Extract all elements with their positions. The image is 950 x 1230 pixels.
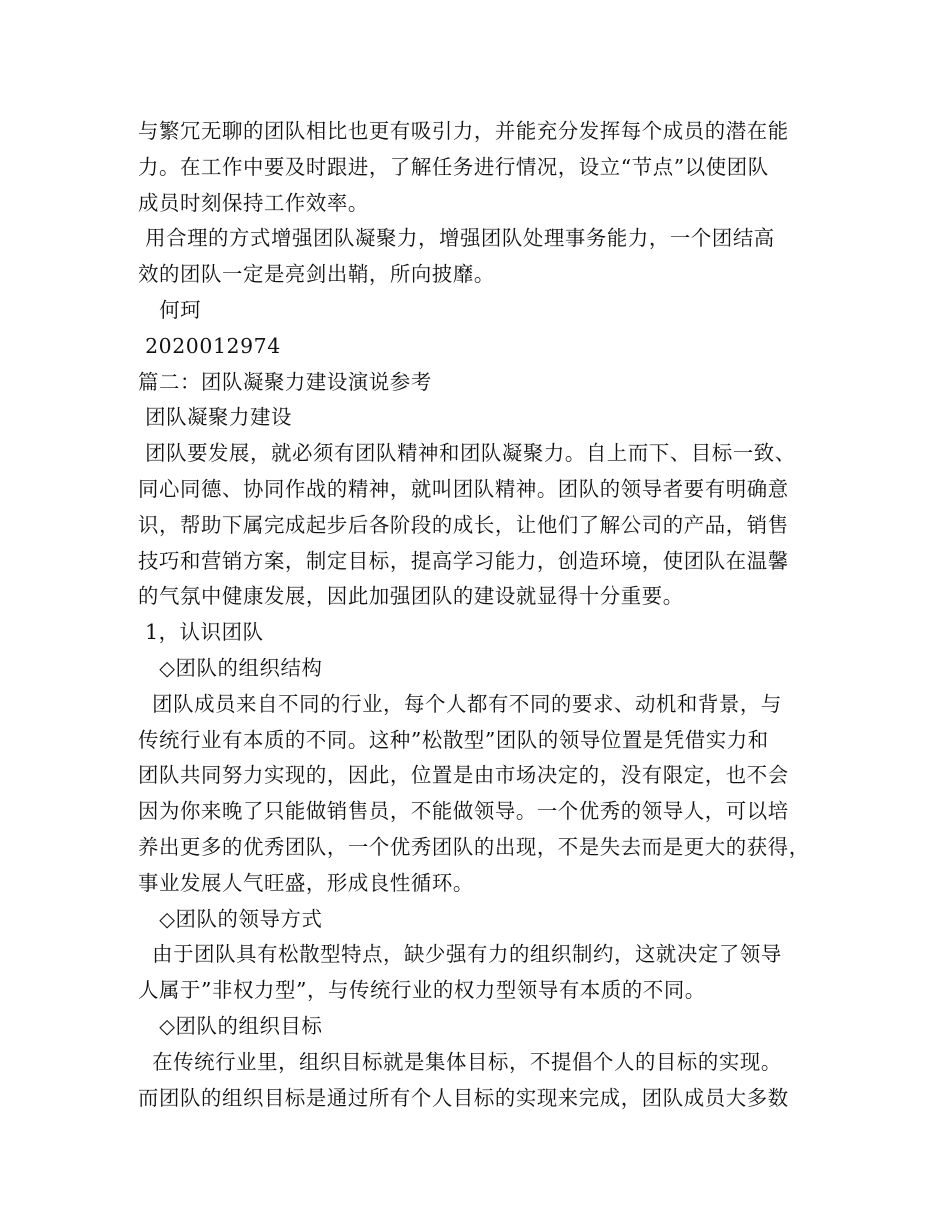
author-name: 何珂	[138, 297, 202, 322]
text-line: 在传统行业里，组织目标就是集体目标，不提倡个人的目标的实现。	[138, 1049, 782, 1074]
text-line: 而团队的组织目标是通过所有个人目标的实现来完成，团队成员大多数	[138, 1085, 789, 1110]
text-line: 团队共同努力实现的，因此，位置是由市场决定的，没有限定，也不会	[138, 763, 789, 788]
text-line: 团队要发展，就必须有团队精神和团队凝聚力。自上而下、目标一致、	[138, 441, 796, 466]
text-line: 由于团队具有松散型特点，缺少强有力的组织制约，这就决定了领导	[138, 942, 782, 967]
text-line: 技巧和营销方案，制定目标，提高学习能力，创造环境，使团队在温馨	[138, 548, 789, 573]
text-line: 团队成员来自不同的行业，每个人都有不同的要求、动机和背景，与	[138, 691, 782, 716]
text-line: 传统行业有本质的不同。这种”松散型”团队的领导位置是凭借实力和	[138, 727, 769, 752]
text-line: 与繁冗无聊的团队相比也更有吸引力，并能充分发挥每个成员的潜在能	[138, 119, 789, 143]
subheading: ◇团队的领导方式	[138, 906, 323, 931]
text-line: 用合理的方式增强团队凝聚力，增强团队处理事务能力，一个团结高	[138, 226, 775, 251]
section-heading: 篇二：团队凝聚力建设演说参考	[138, 369, 432, 394]
text-line: 效的团队一定是亮剑出鞘，所向披靡。	[138, 262, 495, 287]
document-body	[138, 114, 828, 1116]
text-line: 成员时刻保持工作效率。	[138, 190, 369, 215]
subheading: ◇团队的组织目标	[138, 1013, 323, 1038]
author-id: 2020012974	[138, 333, 281, 358]
subheading: ◇团队的组织结构	[138, 655, 323, 680]
text-line: 事业发展人气旺盛，形成良性循环。	[138, 870, 474, 895]
text-line: 因为你来晚了只能做销售员，不能做领导。一个优秀的领导人，可以培	[138, 799, 789, 824]
article-title: 团队凝聚力建设	[138, 405, 293, 430]
text-line: 同心同德、协同作战的精神，就叫团队精神。团队的领导者要有明确意	[138, 476, 789, 501]
text-line: 识，帮助下属完成起步后各阶段的成长，让他们了解公司的产品，销售	[138, 512, 789, 537]
text-line: 力。在工作中要及时跟进，了解任务进行情况，设立“节点”以使团队	[138, 154, 769, 179]
text-line: 养出更多的优秀团队，一个优秀团队的出现，不是失去而是更大的获得，	[138, 834, 810, 859]
text-line: 的气氛中健康发展，因此加强团队的建设就显得十分重要。	[138, 584, 684, 609]
numbered-heading: 1，认识团队	[138, 620, 264, 645]
text-line: 人属于”非权力型”，与传统行业的权力型领导有本质的不同。	[138, 978, 706, 1003]
